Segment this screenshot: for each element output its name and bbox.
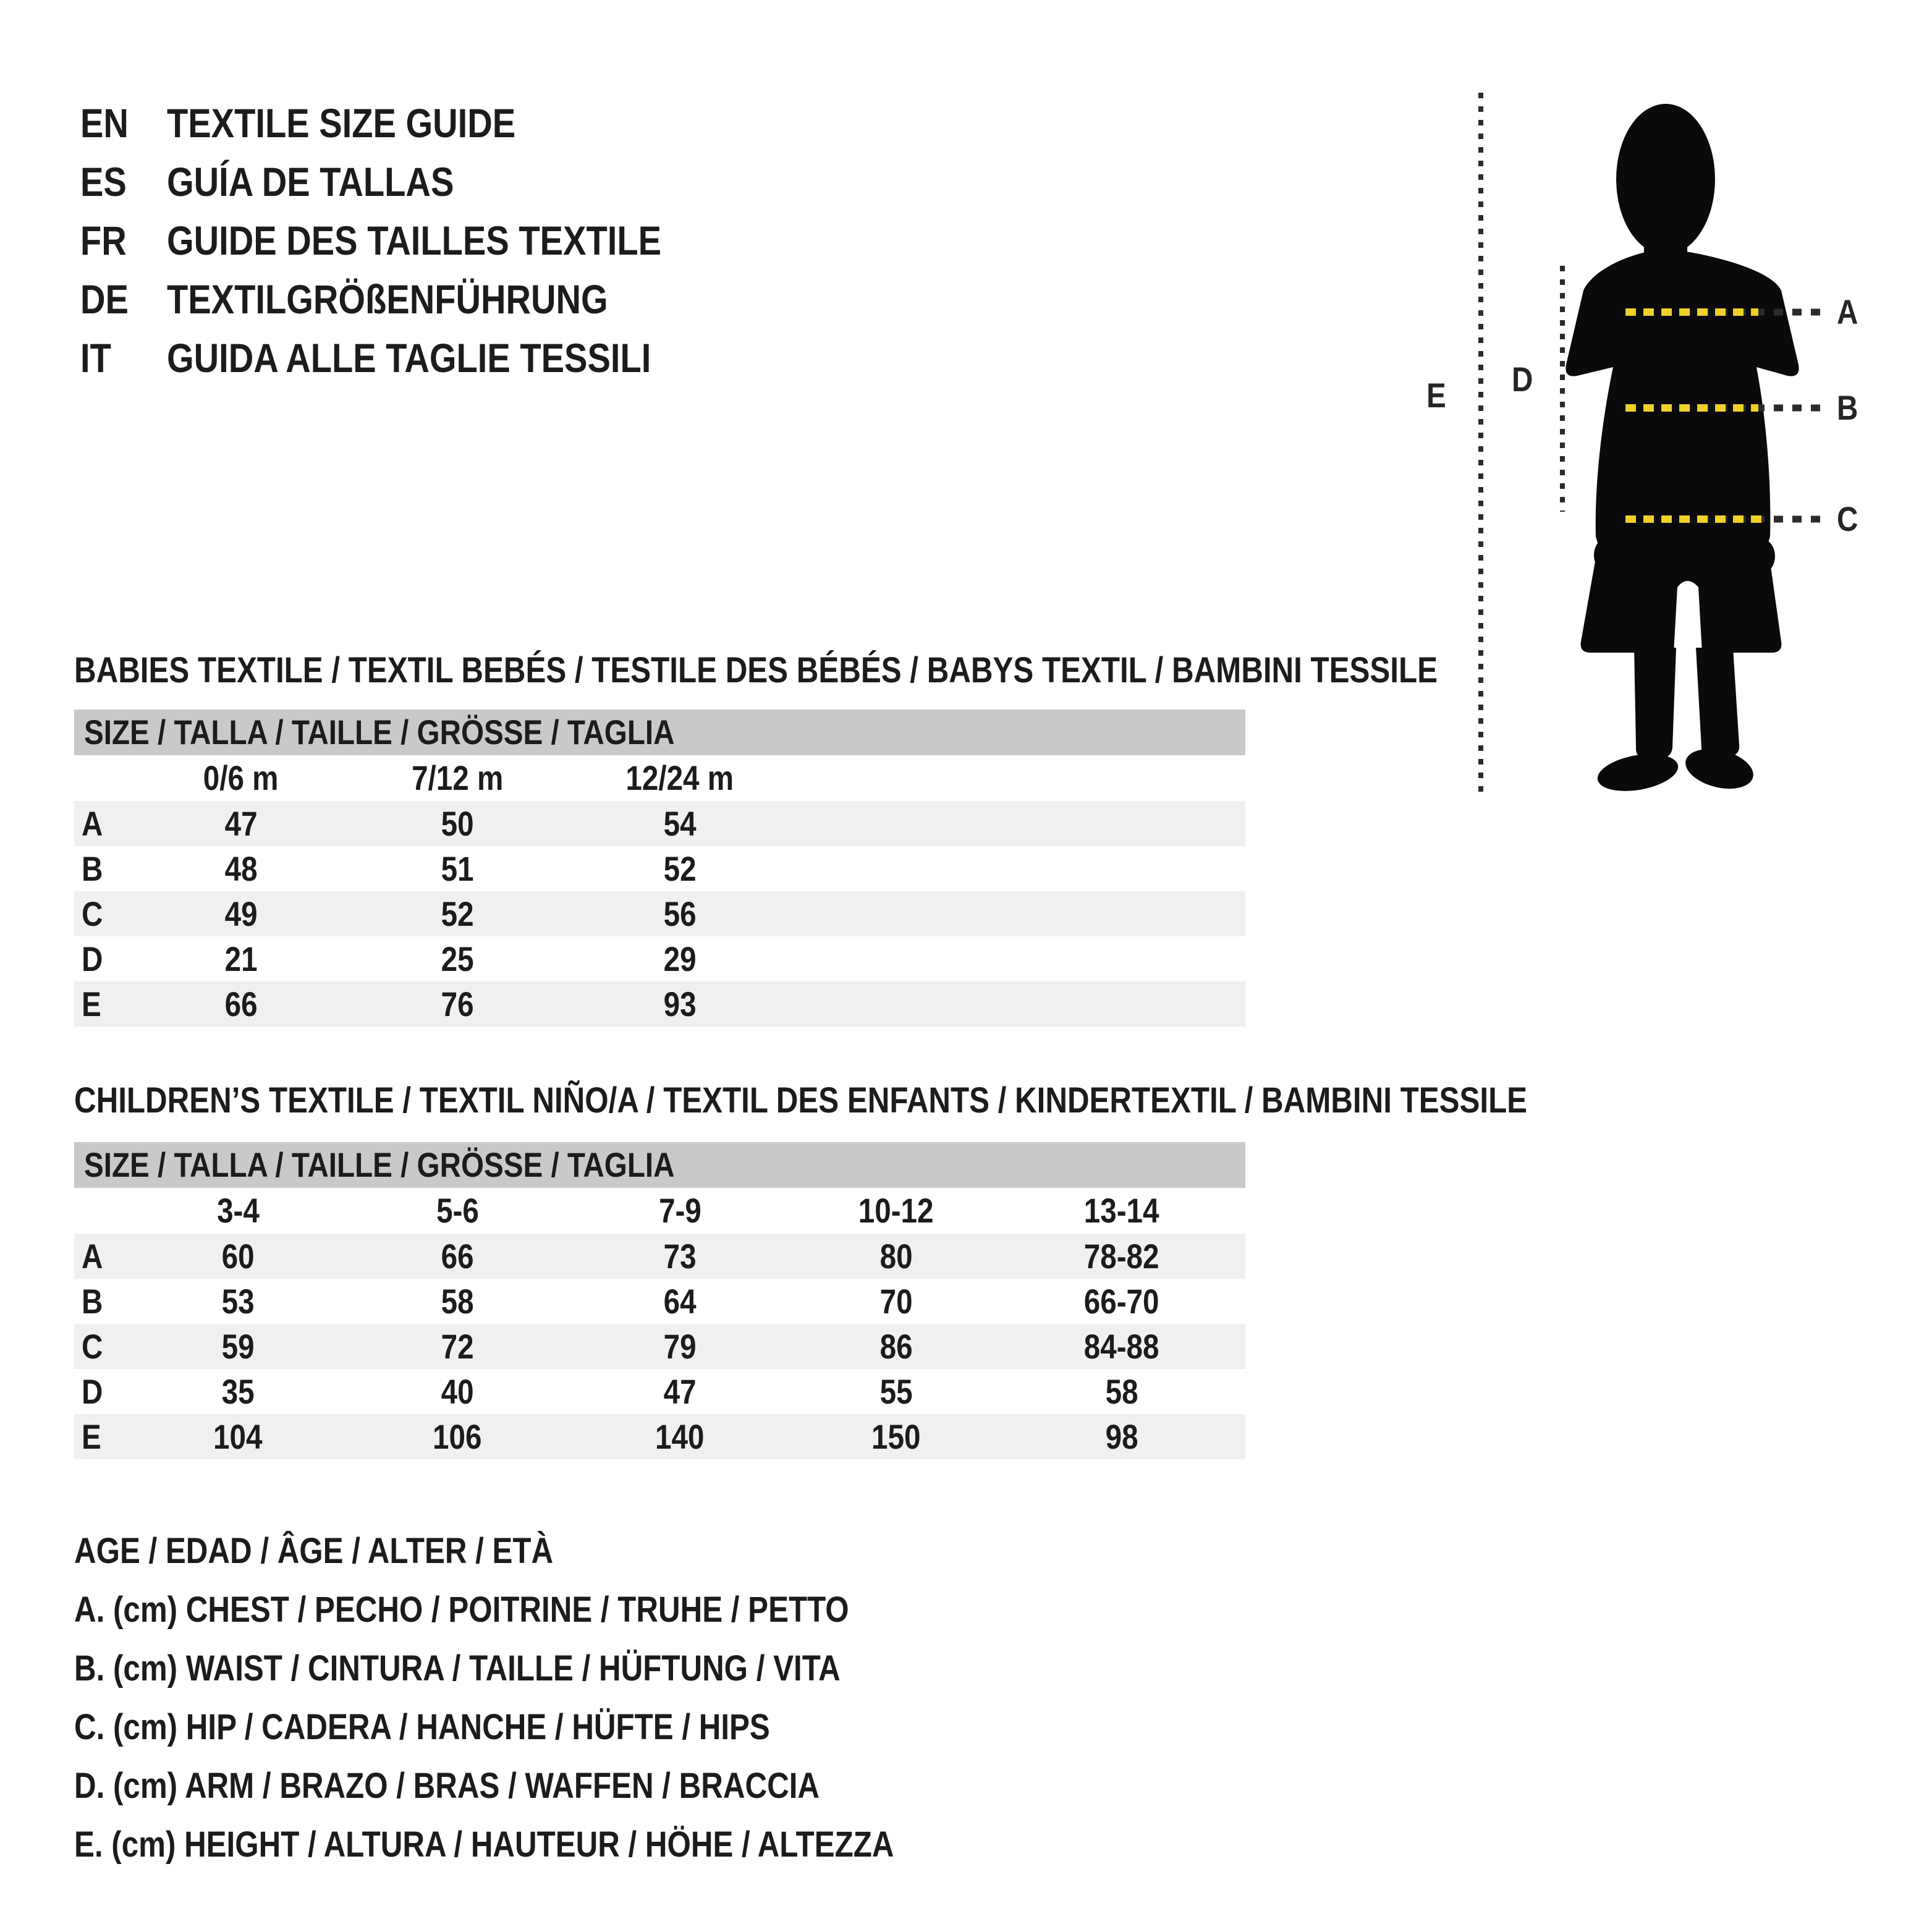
cell-value [161,1369,315,1414]
cell-value [1032,1234,1211,1279]
cell-value-text: 58 [1105,1372,1138,1411]
cell-value-text: 93 [663,985,697,1023]
language-code [80,153,167,211]
measure-label-height-text: E [1426,376,1446,415]
column-header-row [74,1188,1245,1234]
language-code-text: EN [80,100,129,146]
cell-value [760,1279,1032,1324]
cell-value-text: 72 [441,1327,474,1366]
cell-value [1032,1279,1211,1324]
language-row [80,153,748,211]
row-label [74,1369,161,1414]
column-header-text: 10-12 [858,1191,934,1230]
cell-value-text: 52 [663,849,697,888]
cell-value-text: 29 [663,939,697,978]
cell-value [321,801,593,846]
cell-value [1032,1414,1211,1459]
language-title [167,94,577,153]
language-row [80,211,748,270]
table-row [74,846,1245,891]
legend-line [74,1756,1039,1815]
childrens-section-title-text: CHILDREN’S TEXTILE / TEXTIL NIÑO/A / TEXTIL DES ENFANTS / KINDERTEXTIL / BAMBINI TESSILE [74,1080,1528,1121]
cell-value-text: 64 [663,1282,697,1321]
language-code [80,94,167,153]
column-header-text: 7/12 m [411,758,504,797]
cell-value-text: 58 [441,1282,474,1321]
language-code [80,329,167,388]
cell-value [321,981,593,1027]
row-label [74,1234,161,1279]
column-header [1032,1188,1211,1234]
language-title-text: GUIDE DES TAILLES TEXTILE [167,218,662,263]
table-row [74,1279,1245,1324]
cell-value-text: 21 [224,939,258,978]
legend-line [74,1639,1039,1698]
row-label [74,846,161,891]
table-header-bar-text: SIZE / TALLA / TAILLE / GRÖSSE / TAGLIA [84,1145,675,1184]
row-label [74,1414,161,1459]
language-title-text: GUÍA DE TALLAS [167,159,454,205]
table-row [74,1324,1245,1369]
legend-line [74,1698,1039,1756]
cell-value [161,936,321,981]
cell-value-text: 53 [221,1282,255,1321]
cell-value-text: 49 [224,894,258,933]
cell-value-text: 48 [224,849,258,888]
cell-value-text: 78-82 [1084,1237,1159,1276]
cell-value-text: 47 [663,1372,697,1411]
cell-value-text: 47 [224,804,258,843]
cell-value [321,891,593,936]
cell-value [161,801,321,846]
cell-value-text: 84-88 [1084,1327,1159,1366]
legend-line-text: A. (cm) CHEST / PECHO / POITRINE / TRUHE / PETTO [74,1590,849,1630]
row-label-text: A [82,1237,103,1276]
table-row [74,801,1245,846]
column-header [161,755,321,801]
cell-value-text: 66 [441,1237,474,1276]
cell-value [600,1369,760,1414]
cell-value [161,1324,315,1369]
language-code-text: IT [80,335,111,381]
cell-value-text: 59 [221,1327,255,1366]
size-figure [1409,74,1932,816]
row-label [74,891,161,936]
language-title [167,329,737,388]
cell-value [321,846,593,891]
language-title-text: GUIDA ALLE TAGLIE TESSILI [167,335,651,381]
column-header-spacer [74,1188,161,1234]
column-header-text: 7-9 [658,1191,701,1230]
cell-value-text: 76 [441,985,474,1023]
row-label-text: D [82,1372,103,1411]
column-header [321,755,593,801]
row-label [74,1324,161,1369]
cell-value [161,981,321,1027]
cell-value [161,1279,315,1324]
cell-value [593,981,766,1027]
cell-value [315,1369,600,1414]
row-label-text: B [82,1282,103,1321]
cell-value-text: 73 [663,1237,697,1276]
silhouette-right-leg [1696,648,1739,759]
language-title [167,153,504,211]
row-label-text: E [82,1417,101,1456]
cell-value-text: 50 [441,804,474,843]
column-header [760,1188,1032,1234]
cell-value [315,1324,600,1369]
legend-line-text: B. (cm) WAIST / CINTURA / TAILLE / HÜFTUNG / VITA [74,1648,841,1688]
language-code [80,211,167,270]
table-body [74,801,1245,1027]
language-code-text: FR [80,218,127,263]
language-title [167,270,686,329]
legend-line-text: D. (cm) ARM / BRAZO / BRAS / WAFFEN / BRACCIA [74,1766,820,1806]
measure-label-hip [1837,496,1862,543]
cell-value [321,936,593,981]
column-header-text: 13-14 [1084,1191,1159,1230]
row-label-text: C [82,1327,103,1366]
cell-value-text: 51 [441,849,474,888]
cell-value [1032,1324,1211,1369]
row-label [74,936,161,981]
measure-label-hip-text: C [1837,499,1858,538]
cell-value-text: 86 [879,1327,913,1366]
cell-value-text: 52 [441,894,474,933]
table-header-bar [74,1142,1245,1188]
legend-line [74,1815,1039,1874]
measure-label-chest-text: A [1837,292,1858,331]
language-code-text: ES [80,159,127,205]
cell-value [593,936,766,981]
table-body [74,1234,1245,1459]
measure-label-waist-text: B [1837,388,1858,427]
cell-value [593,891,766,936]
cell-value-text: 106 [433,1417,482,1456]
cell-value [161,1234,315,1279]
babies-section-title [74,649,1678,692]
row-label-text: A [82,804,103,843]
row-label [74,1279,161,1324]
row-label-text: D [82,939,103,978]
cell-value-text: 79 [663,1327,697,1366]
measure-label-arm-text: D [1512,360,1533,399]
cell-value-text: 54 [663,804,697,843]
cell-value [600,1414,760,1459]
cell-value-text: 25 [441,939,474,978]
silhouette-shirt [1566,249,1799,545]
child-silhouette [1566,104,1799,797]
language-title-list [80,94,748,388]
row-label-text: B [82,849,103,888]
language-row [80,270,748,329]
cell-value-text: 104 [213,1417,263,1456]
cell-value-text: 98 [1105,1417,1138,1456]
cell-value [593,801,766,846]
column-header [315,1188,600,1234]
cell-value [600,1279,760,1324]
legend-line-text: C. (cm) HIP / CADERA / HANCHE / HÜFTE / HIPS [74,1707,770,1747]
cell-value-text: 80 [879,1237,913,1276]
legend-line-text: E. (cm) HEIGHT / ALTURA / HAUTEUR / HÖHE / ALTEZZA [74,1824,894,1865]
cell-value-text: 60 [221,1237,255,1276]
column-header [161,1188,315,1234]
cell-value [760,1414,1032,1459]
table-row [74,891,1245,936]
silhouette-right-shoe [1681,742,1757,795]
table-header-bar-text: SIZE / TALLA / TAILLE / GRÖSSE / TAGLIA [84,713,675,752]
cell-value [315,1414,600,1459]
childrens-size-table [74,1142,1245,1459]
column-header-text: 0/6 m [203,758,279,797]
cell-value-text: 70 [879,1282,913,1321]
column-header-text: 12/24 m [625,758,734,797]
language-row [80,94,748,153]
cell-value [1032,1369,1211,1414]
cell-value [161,891,321,936]
cell-value [760,1324,1032,1369]
row-label [74,981,161,1027]
cell-value [161,846,321,891]
cell-value-text: 66 [224,985,258,1023]
legend-line [74,1522,1039,1580]
table-row [74,981,1245,1027]
cell-value [315,1279,600,1324]
table-header-bar [74,710,1245,755]
table-row [74,1414,1245,1459]
measure-label-arm [1512,356,1536,403]
row-label [74,801,161,846]
legend-line [74,1580,1039,1639]
childrens-section-title [74,1079,1784,1122]
column-header-row [74,755,1245,801]
column-header-text: 5-6 [436,1191,479,1230]
silhouette-shorts [1581,544,1782,653]
column-header [600,1188,760,1234]
cell-value-text: 150 [871,1417,921,1456]
language-title [167,211,748,270]
cell-value [760,1234,1032,1279]
column-header-text: 3-4 [216,1191,260,1230]
cell-value [315,1234,600,1279]
cell-value-text: 40 [441,1372,474,1411]
cell-value [593,846,766,891]
cell-value-text: 66-70 [1084,1282,1159,1321]
babies-size-table [74,710,1245,1027]
column-header-spacer [74,755,161,801]
cell-value-text: 55 [879,1372,913,1411]
row-label-text: E [82,985,101,1023]
table-row [74,936,1245,981]
language-row [80,329,748,388]
measure-label-waist [1837,384,1862,431]
cell-value [600,1324,760,1369]
cell-value-text: 140 [655,1417,705,1456]
table-row [74,1234,1245,1279]
cell-value [161,1414,315,1459]
cell-value-text: 35 [221,1372,255,1411]
cell-value [760,1369,1032,1414]
language-title-text: TEXTILE SIZE GUIDE [167,100,516,146]
language-title-text: TEXTILGRÖßENFÜHRUNG [167,276,608,322]
legend-line-text: AGE / EDAD / ÂGE / ALTER / ETÀ [74,1531,554,1571]
measure-label-height [1426,372,1449,419]
cell-value [600,1234,760,1279]
measure-label-chest [1837,289,1862,336]
cell-value-text: 56 [663,894,697,933]
measurement-legend [74,1522,1039,1874]
column-header [593,755,766,801]
language-code [80,270,167,329]
row-label-text: C [82,894,103,933]
babies-section-title-text: BABIES TEXTILE / TEXTIL BEBÉS / TESTILE DES BÉBÉS / BABYS TEXTIL / BAMBINI TESSILE [74,650,1438,690]
table-row [74,1369,1245,1414]
language-code-text: DE [80,276,129,322]
